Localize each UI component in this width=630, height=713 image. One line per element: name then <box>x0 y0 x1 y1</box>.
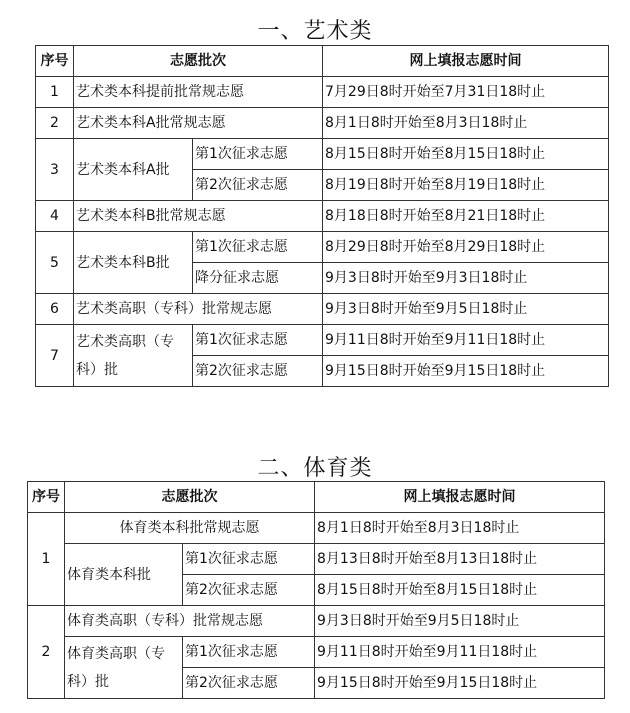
row-time: 8月29日8时开始至8月29日18时止 <box>323 232 609 263</box>
header-no: 序号 <box>36 46 74 77</box>
row-time: 8月1日8时开始至8月3日18时止 <box>315 513 605 544</box>
row-sub-label: 第1次征求志愿 <box>193 232 323 263</box>
row-no: 1 <box>28 513 65 606</box>
row-time: 8月13日8时开始至8月13日18时止 <box>315 544 605 575</box>
sports-section-title: 二、体育类 <box>257 456 373 481</box>
table-row <box>36 139 609 170</box>
row-time: 9月3日8时开始至9月5日18时止 <box>323 294 609 325</box>
row-batch: 艺术类本科A批 <box>74 139 193 201</box>
row-time: 8月15日8时开始至8月15日18时止 <box>323 139 609 170</box>
row-sub-label: 降分征求志愿 <box>193 263 323 294</box>
row-no: 6 <box>36 294 74 325</box>
row-no: 1 <box>36 77 74 108</box>
row-batch: 艺术类本科B批 <box>74 232 193 294</box>
header-time: 网上填报志愿时间 <box>315 482 605 513</box>
row-time: 9月11日8时开始至9月11日18时止 <box>323 325 609 356</box>
table-row <box>36 201 609 232</box>
row-time: 8月19日8时开始至8月19日18时止 <box>323 170 609 201</box>
row-time: 9月3日8时开始至9月3日18时止 <box>323 263 609 294</box>
row-time: 9月3日8时开始至9月5日18时止 <box>315 606 605 637</box>
row-time: 8月1日8时开始至8月3日18时止 <box>323 108 609 139</box>
header-time: 网上填报志愿时间 <box>323 46 609 77</box>
row-no: 7 <box>36 325 74 387</box>
row-no: 2 <box>36 108 74 139</box>
table-row <box>28 513 605 544</box>
row-time: 9月15日8时开始至9月15日18时止 <box>315 668 605 699</box>
row-batch: 艺术类本科A批常规志愿 <box>74 108 323 139</box>
table-row <box>36 232 609 263</box>
row-time: 9月11日8时开始至9月11日18时止 <box>315 637 605 668</box>
row-time: 8月15日8时开始至8月15日18时止 <box>315 575 605 606</box>
row-no: 5 <box>36 232 74 294</box>
row-sub-label: 第1次征求志愿 <box>193 325 323 356</box>
table-row <box>28 606 605 637</box>
header-batch: 志愿批次 <box>65 482 315 513</box>
row-sub-label: 第1次征求志愿 <box>193 139 323 170</box>
row-sub-label: 第1次征求志愿 <box>183 637 315 668</box>
row-sub-label: 第2次征求志愿 <box>183 668 315 699</box>
row-batch: 艺术类本科B批常规志愿 <box>74 201 323 232</box>
row-no: 2 <box>28 606 65 699</box>
table-row <box>28 637 605 668</box>
sports-schedule-table <box>27 481 605 699</box>
table-row <box>36 325 609 356</box>
row-sub-label: 第2次征求志愿 <box>193 170 323 201</box>
row-regular-label: 体育类高职（专科）批常规志愿 <box>65 606 315 637</box>
art-section-title: 一、艺术类 <box>257 19 373 44</box>
row-no: 4 <box>36 201 74 232</box>
table-row <box>36 294 609 325</box>
table-header-row <box>36 46 609 77</box>
row-regular-label: 体育类本科批常规志愿 <box>65 513 315 544</box>
row-time: 9月15日8时开始至9月15日18时止 <box>323 356 609 387</box>
row-batch: 艺术类高职（专科）批 <box>74 325 193 387</box>
table-row <box>36 77 609 108</box>
row-no: 3 <box>36 139 74 201</box>
row-sub-label: 第2次征求志愿 <box>193 356 323 387</box>
row-sub-label: 第2次征求志愿 <box>183 575 315 606</box>
header-no: 序号 <box>28 482 65 513</box>
row-time: 8月18日8时开始至8月21日18时止 <box>323 201 609 232</box>
row-sub-label: 第1次征求志愿 <box>183 544 315 575</box>
art-schedule-table <box>35 45 609 387</box>
row-batch: 艺术类高职（专科）批常规志愿 <box>74 294 323 325</box>
table-row <box>28 544 605 575</box>
row-time: 7月29日8时开始至7月31日18时止 <box>323 77 609 108</box>
table-row <box>36 108 609 139</box>
table-header-row <box>28 482 605 513</box>
row-batch: 体育类本科批 <box>65 544 183 606</box>
row-batch: 体育类高职（专科）批 <box>65 637 183 699</box>
header-batch: 志愿批次 <box>74 46 323 77</box>
row-batch: 艺术类本科提前批常规志愿 <box>74 77 323 108</box>
